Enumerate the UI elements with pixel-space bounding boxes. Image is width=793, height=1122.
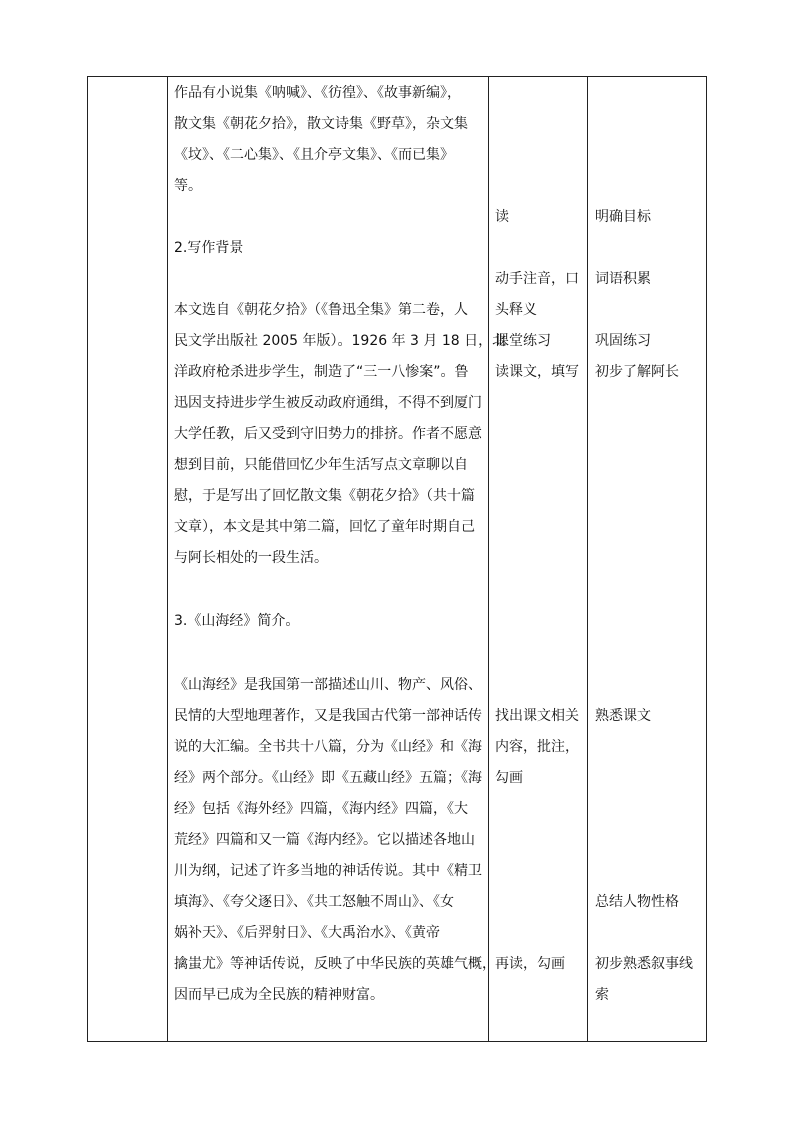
- content-line: 慰，于是写出了回忆散文集《朝花夕拾》（共十篇: [174, 488, 475, 504]
- content-line: 填海》、《夸父逐日》、《共工怒触不周山》、《女: [174, 894, 454, 910]
- goal-item: 熟悉课文: [595, 708, 651, 724]
- goal-item: 初步了解阿长: [595, 364, 679, 380]
- activity-item: 读课文，填写: [495, 364, 579, 380]
- content-line: 文章），本文是其中第二篇，回忆了童年时期自己: [174, 519, 475, 535]
- content-line: 民情的大型地理著作，又是我国古代第一部神话传: [174, 708, 482, 724]
- activity-item: 课堂练习: [495, 333, 551, 349]
- activity-item: 读: [495, 209, 509, 225]
- goal-item: 总结人物性格: [595, 894, 679, 910]
- content-line: 与阿长相处的一段生活。: [174, 550, 328, 566]
- activity-item: 找出课文相关: [495, 708, 579, 724]
- content-line: 娲补天》、《后羿射日》、《大禹治水》、《黄帝: [174, 925, 440, 941]
- section-heading: 2.写作背景: [174, 240, 244, 256]
- activity-item: 再读，勾画: [495, 956, 565, 972]
- content-line: 荒经》四篇和又一篇《海内经》。它以描述各地山: [174, 832, 475, 848]
- column-divider: [167, 76, 168, 1042]
- content-line: 等。: [174, 178, 202, 194]
- section-heading: 3.《山海经》简介。: [174, 613, 300, 629]
- goal-item: 初步熟悉叙事线: [595, 956, 693, 972]
- content-line: 因而早已成为全民族的精神财富。: [174, 987, 384, 1003]
- content-line: 《坟》、《二心集》、《且介亭文集》、《而已集》: [174, 147, 454, 163]
- column-divider: [587, 76, 588, 1042]
- content-line: 散文集《朝花夕拾》，散文诗集《野草》，杂文集: [174, 116, 468, 132]
- content-line: 说的大汇编。全书共十八篇，分为《山经》和《海: [174, 739, 482, 755]
- column-divider: [488, 76, 489, 1042]
- activity-item: 勾画: [495, 770, 523, 786]
- content-line: 作品有小说集《呐喊》、《彷徨》、《故事新编》，: [174, 85, 461, 101]
- content-line: 《山海经》是我国第一部描述山川、物产、风俗、: [174, 677, 482, 693]
- content-line: 民文学出版社 2005 年版）。1926 年 3 月 18 日，北: [174, 333, 507, 349]
- content-line: 大学任教，后又受到守旧势力的排挤。作者不愿意: [174, 426, 482, 442]
- goal-item: 词语积累: [595, 271, 651, 287]
- content-line: 川为纲，记述了许多当地的神话传说。其中《精卫: [174, 863, 482, 879]
- activity-item: 动手注音，口: [495, 271, 579, 287]
- content-line: 经》两个部分。《山经》即《五藏山经》五篇；《海: [174, 770, 482, 786]
- content-line: 经》包括《海外经》四篇，《海内经》四篇，《大: [174, 801, 468, 817]
- content-line: 想到目前，只能借回忆少年生活写点文章聊以自: [174, 457, 468, 473]
- content-line: 本文选自《朝花夕拾》（《鲁迅全集》第二卷，人: [174, 302, 468, 318]
- activity-item: 头释义: [495, 302, 537, 318]
- content-line: 迅因支持进步学生被反动政府通缉，不得不到厦门: [174, 395, 482, 411]
- goal-item: 索: [595, 987, 609, 1003]
- goal-item: 明确目标: [595, 209, 651, 225]
- content-line: 擒蚩尤》等神话传说，反映了中华民族的英雄气概，: [174, 956, 496, 972]
- content-line: 洋政府枪杀进步学生，制造了“三一八惨案”。鲁: [174, 364, 469, 380]
- goal-item: 巩固练习: [595, 333, 651, 349]
- activity-item: 内容，批注，: [495, 739, 579, 755]
